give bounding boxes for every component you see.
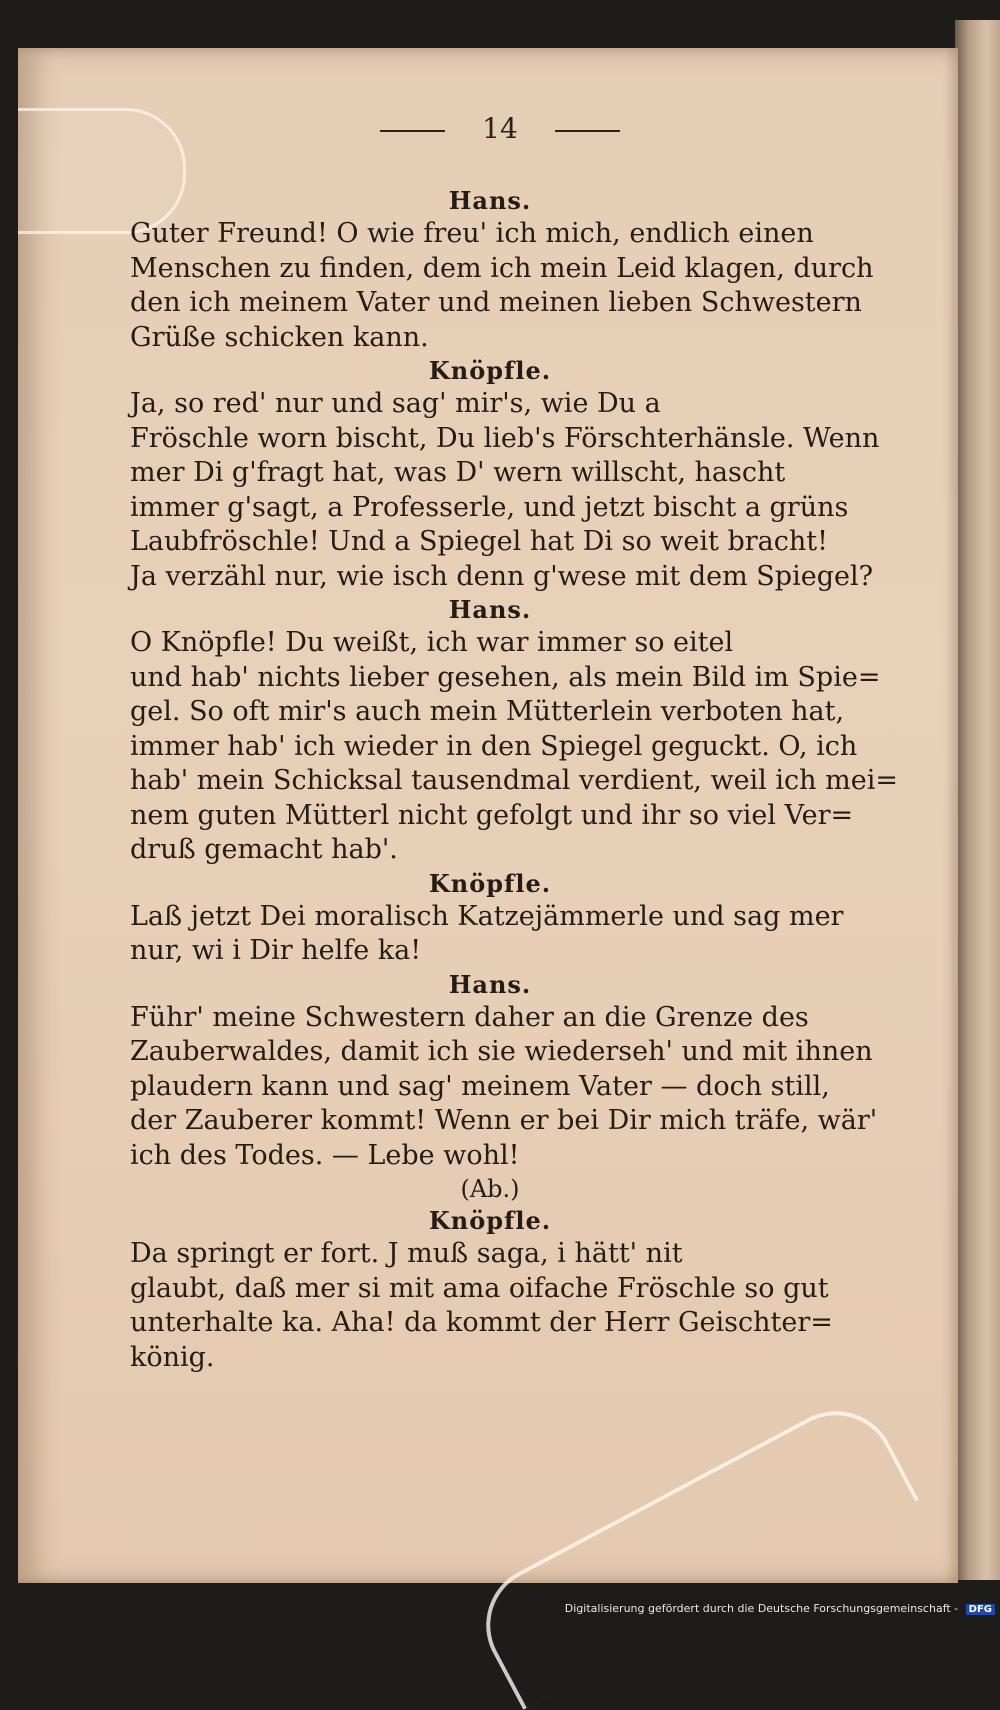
dialogue-block <box>130 868 850 969</box>
speaker-name: Hans. <box>448 595 532 624</box>
text-line: mer Di g'fragt hat, was D' wern willscht, hascht <box>130 457 786 488</box>
text-line: Grüße schicken kann. <box>130 321 429 353</box>
text-line: nem guten Mütterl nicht gefolgt und ihr so viel Ver= <box>130 799 854 831</box>
text-line: plaudern kann und sag' meinem Vater — doch still, <box>130 1070 830 1102</box>
text-line: Zauberwaldes, damit ich sie wiederseh' und mit ihnen <box>130 1036 873 1067</box>
dialogue-text <box>130 1237 850 1375</box>
text-line: hab' mein Schicksal tausendmal verdient, weil ich mei= <box>130 765 898 796</box>
text-line: gel. So oft mir's auch mein Mütterlein verboten hat, <box>130 696 845 727</box>
dialogue-text <box>130 626 898 868</box>
text-line: könig. <box>130 1341 215 1373</box>
play-text <box>130 185 898 1375</box>
scan-edge-right <box>955 20 1000 1580</box>
header-rule-right <box>555 130 620 132</box>
text-line: Fröschle worn bischt, Du lieb's Förschterhänsle. Wenn <box>130 422 880 454</box>
stage-direction: (Ab.) <box>460 1175 520 1203</box>
dialogue-block <box>130 1205 850 1375</box>
text-line: O Knöpfle! Du weißt, ich war immer so eitel <box>130 627 734 658</box>
digitization-footer <box>0 1602 995 1615</box>
text-line: und hab' nichts lieber gesehen, als mein Bild im Spie= <box>130 661 881 693</box>
page-number: 14 <box>482 112 518 145</box>
page-number-header <box>0 112 1000 145</box>
dialogue-block <box>130 185 874 355</box>
dialogue-text <box>130 217 874 355</box>
text-line: Laß jetzt Dei moralisch Katzejämmerle und sag mer <box>130 900 844 932</box>
speaker-name: Knöpfle. <box>428 1206 552 1235</box>
text-line: glaubt, daß mer si mit ama oifache Fröschle so gut <box>130 1272 829 1304</box>
dfg-logo: DFG <box>966 1604 995 1615</box>
text-line: Guter Freund! O wie freu' ich mich, endlich einen <box>130 218 814 249</box>
speaker-name: Hans. <box>448 186 532 215</box>
text-line: Ja, so red' nur und sag' mir's, wie Du a <box>130 388 661 419</box>
dialogue-block <box>130 969 878 1206</box>
dialogue-text <box>130 1001 878 1174</box>
text-line: ich des Todes. — Lebe wohl! <box>130 1139 520 1171</box>
dialogue-text <box>130 900 850 969</box>
speaker-name: Hans. <box>448 969 532 999</box>
speaker-name: Knöpfle. <box>428 356 552 385</box>
text-line: druß gemacht hab'. <box>130 834 398 865</box>
text-line: immer hab' ich wieder in den Spiegel geguckt. O, ich <box>130 730 858 762</box>
text-line: Da springt er fort. J muß saga, i hätt' nit <box>130 1238 683 1269</box>
text-line: immer g'sagt, a Professerle, und jetzt bischt a grüns <box>130 491 849 523</box>
dialogue-block <box>130 594 898 868</box>
text-line: Ja verzähl nur, wie isch denn g'wese mit dem Spiegel? <box>130 560 874 592</box>
speaker-name: Knöpfle. <box>428 868 552 898</box>
header-rule-left <box>380 130 445 132</box>
footer-text: Digitalisierung gefördert durch die Deutsche Forschungsgemeinschaft - <box>564 1602 959 1615</box>
text-line: nur, wi i Dir helfe ka! <box>130 935 422 966</box>
text-line: Menschen zu finden, dem ich mein Leid klagen, durch <box>130 252 874 284</box>
text-line: Laubfröschle! Und a Spiegel hat Di so weit bracht! <box>130 526 828 557</box>
text-line: unterhalte ka. Aha! da kommt der Herr Geischter= <box>130 1307 833 1338</box>
text-line: den ich meinem Vater und meinen lieben Schwestern <box>130 287 862 318</box>
text-line: der Zauberer kommt! Wenn er bei Dir mich träfe, wär' <box>130 1105 878 1136</box>
clip-bottom <box>465 1390 919 1710</box>
dialogue-text <box>130 387 880 594</box>
dialogue-block <box>130 355 880 594</box>
text-line: Führ' meine Schwestern daher an die Grenze des <box>130 1001 809 1033</box>
